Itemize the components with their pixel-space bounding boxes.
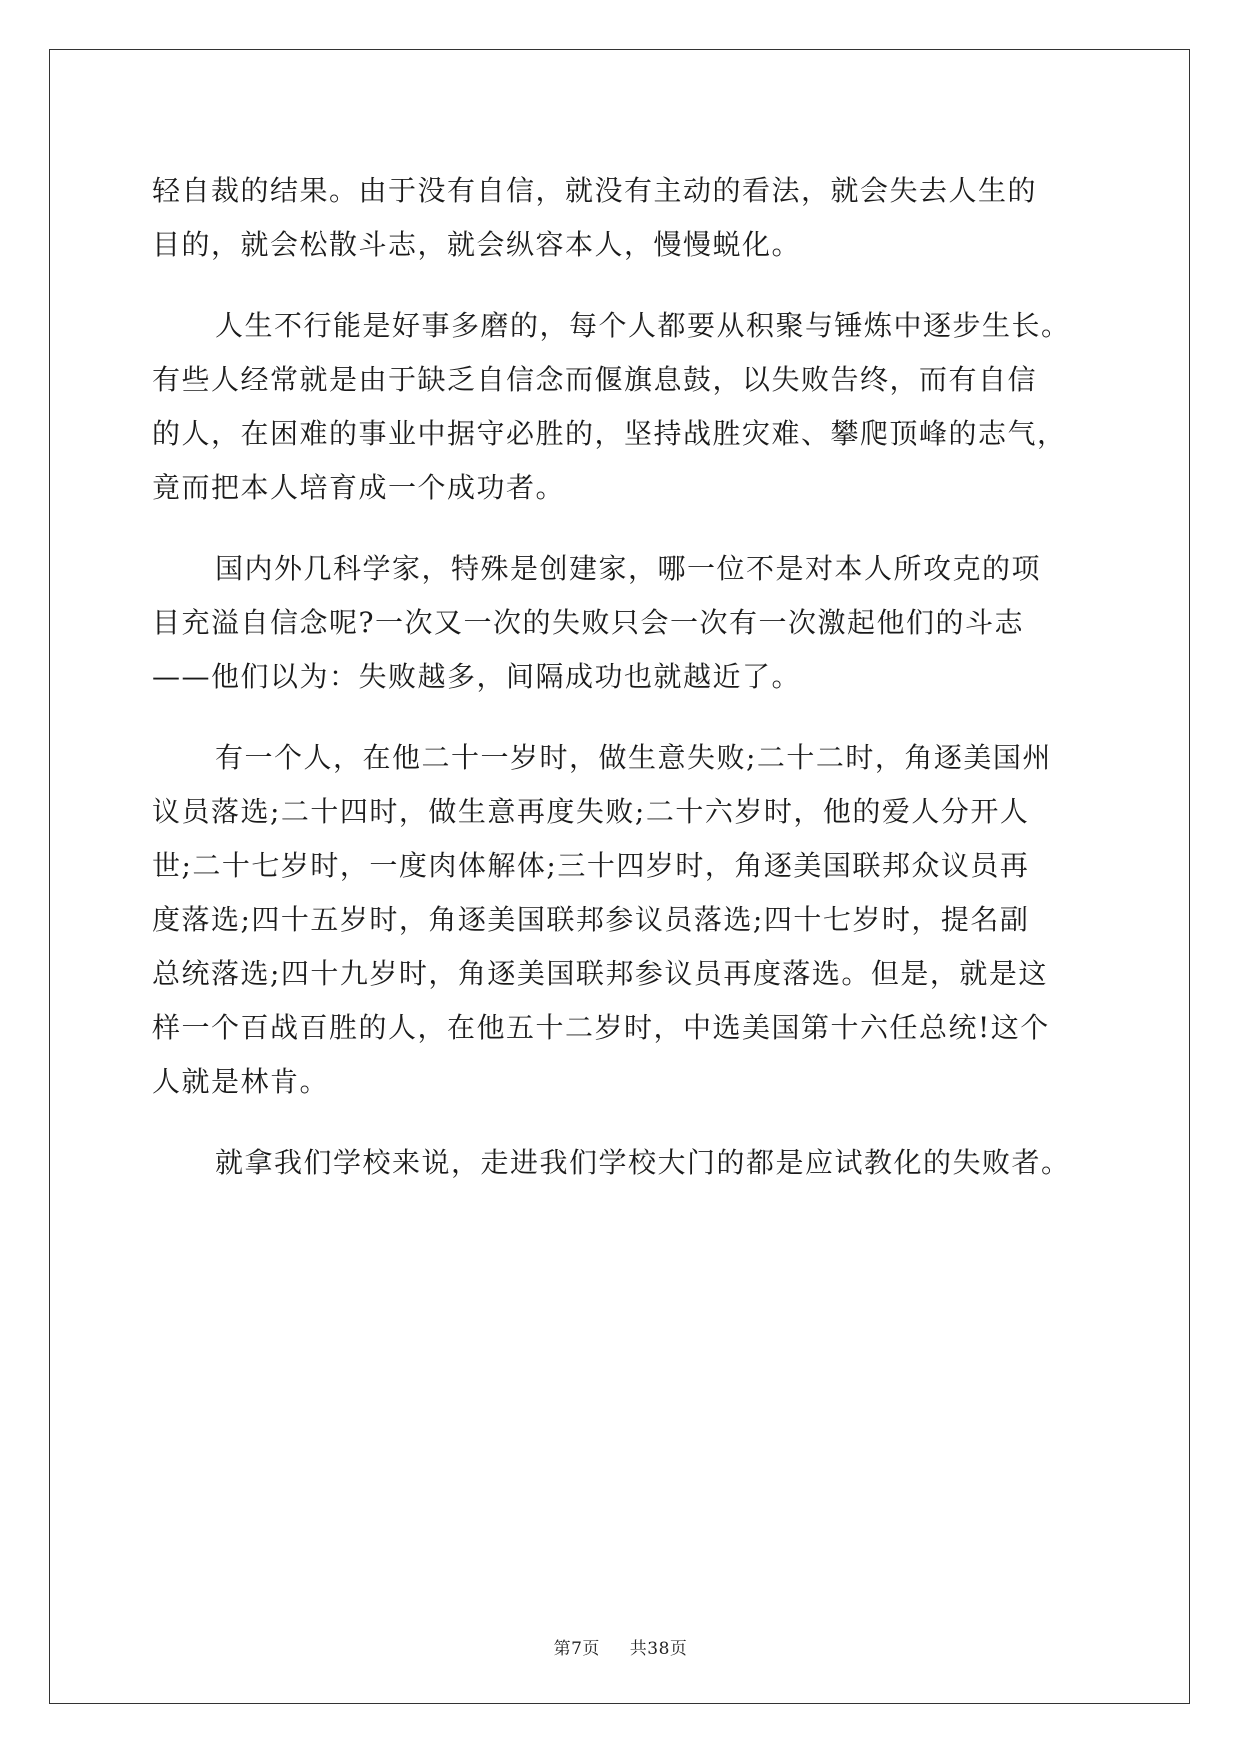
paragraph-1 <box>152 164 1097 272</box>
text-line: 世;二十七岁时，一度肉体解体;三十四岁时，角逐美国联邦众议员再 <box>152 849 1030 882</box>
text-line: 目的，就会松散斗志，就会纵容本人，慢慢蜕化。 <box>152 228 802 261</box>
text-line: 国内外几科学家，特殊是创建家，哪一位不是对本人所攻克的项 <box>215 552 1042 585</box>
text-line: 人生不行能是好事多磨的，每个人都要从积聚与锤炼中逐步生长。 <box>215 309 1071 342</box>
text-line: 度落选;四十五岁时，角逐美国联邦参议员落选;四十七岁时，提名副 <box>152 903 1030 936</box>
text-line: 人就是林肯。 <box>152 1065 330 1098</box>
paragraph-4 <box>152 731 1097 1109</box>
paragraph-5 <box>152 1136 1097 1190</box>
text-line: 竟而把本人培育成一个成功者。 <box>152 471 566 504</box>
text-line: ——他们以为：失败越多，间隔成功也就越近了。 <box>152 660 802 693</box>
text-line: 样一个百战百胜的人，在他五十二岁时，中选美国第十六任总统!这个 <box>152 1011 1050 1044</box>
text-line: 的人，在困难的事业中据守必胜的，坚持战胜灾难、攀爬顶峰的志气， <box>152 417 1067 450</box>
text-line: 就拿我们学校来说，走进我们学校大门的都是应试教化的失败者。 <box>215 1146 1071 1179</box>
page-total: 共38页 <box>629 1639 688 1659</box>
text-line: 目充溢自信念呢?一次又一次的失败只会一次有一次激起他们的斗志 <box>152 606 1025 639</box>
text-line: 议员落选;二十四时，做生意再度失败;二十六岁时，他的爱人分开人 <box>152 795 1030 828</box>
page-number: 第7页 <box>553 1639 600 1659</box>
text-line: 有些人经常就是由于缺乏自信念而偃旗息鼓，以失败告终，而有自信 <box>152 363 1038 396</box>
document-body <box>152 164 1097 1190</box>
text-line: 轻自裁的结果。由于没有自信，就没有主动的看法，就会失去人生的 <box>152 174 1038 207</box>
text-line: 总统落选;四十九岁时，角逐美国联邦参议员再度落选。但是，就是这 <box>152 957 1048 990</box>
paragraph-2 <box>152 299 1097 515</box>
text-line: 有一个人，在他二十一岁时，做生意失败;二十二时，角逐美国州 <box>215 741 1052 774</box>
page-footer <box>0 1634 1241 1659</box>
paragraph-3 <box>152 542 1097 704</box>
